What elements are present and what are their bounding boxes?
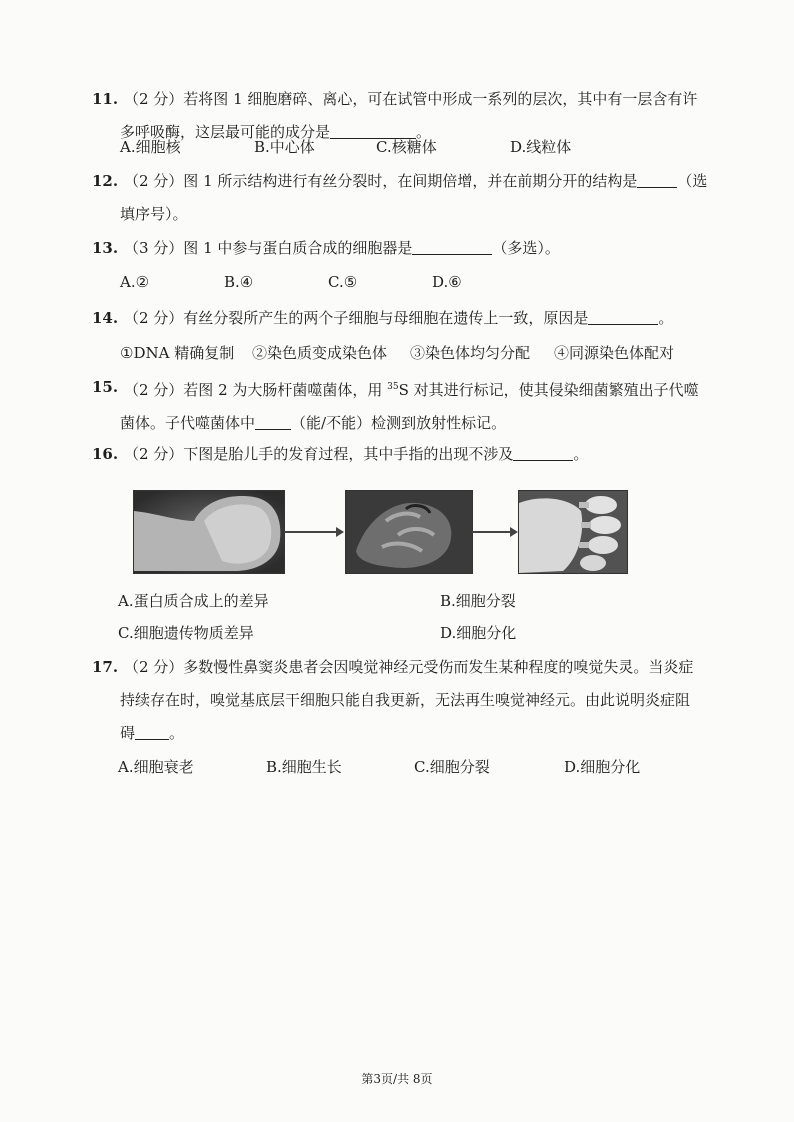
option-a[interactable]: A.细胞衰老 [118,758,194,776]
option-c[interactable]: C.细胞遗传物质差异 [118,624,254,642]
question-number: 15. [92,378,119,396]
question-number: 11. [92,90,119,108]
answer-blank[interactable] [588,308,658,325]
hand-stage-3-image [518,490,628,574]
option-a[interactable]: A.② [120,273,150,291]
question-12 [92,165,708,231]
question-text: （2 分）多数慢性鼻窦炎患者会因嗅觉神经元受伤而发生某种程度的嗅觉失灵。当炎症 [124,658,694,676]
question-text-cont: 菌体。子代噬菌体中 （能/不能）检测到放射性标记。 [120,414,507,432]
question-number: 16. [92,445,119,463]
option-b[interactable]: B.细胞生长 [266,758,342,776]
question-text: （2 分）有丝分裂所产生的两个子细胞与母细胞在遗传上一致，原因是 。 [124,309,674,327]
arrow-right-icon [472,531,516,533]
option-b[interactable]: B.细胞分裂 [440,592,516,610]
option-c[interactable]: C.细胞分裂 [414,758,490,776]
page-number: 第3页/共 8页 [361,1072,433,1086]
question-number: 12. [92,172,119,190]
option-d[interactable]: D.⑥ [432,273,462,291]
question-text-cont: 填序号）。 [120,205,188,223]
option-a[interactable]: A.蛋白质合成上的差异 [118,592,269,610]
option-3[interactable]: ③染色体均匀分配 [410,344,531,362]
question-text-cont: 碍 。 [120,724,185,742]
hand-stage-2-image [345,490,473,574]
question-text-cont: 多呼吸酶，这层最可能的成分是 。 [120,123,432,141]
option-4[interactable]: ④同源染色体配对 [554,344,675,362]
option-b[interactable]: B.④ [224,273,254,291]
option-a[interactable]: A.细胞核 [120,138,181,156]
question-number: 14. [92,309,119,327]
question-14 [92,302,702,335]
question-number: 17. [92,658,119,676]
question-17 [92,651,702,750]
question-number: 13. [92,239,119,257]
option-c[interactable]: C.核糖体 [376,138,437,156]
answer-blank[interactable] [412,238,492,255]
question-text: （2 分）图 1 所示结构进行有丝分裂时，在间期倍增，并在前期分开的结构是 （选 [124,172,708,190]
option-2[interactable]: ②染色质变成染色体 [252,344,388,362]
question-text: （2 分）下图是胎儿手的发育过程，其中手指的出现不涉及 。 [124,445,589,463]
question-16 [92,438,702,471]
arrow-right-icon [284,531,342,533]
question-text-cont: 持续存在时，嗅觉基底层干细胞只能自我更新，无法再生嗅觉神经元。由此说明炎症阻 [120,691,691,709]
hand-stage-1-image [133,490,285,574]
question-text: （3 分）图 1 中参与蛋白质合成的细胞器是 （多选）。 [124,239,560,257]
option-d[interactable]: D.细胞分化 [440,624,517,642]
question-text: （2 分）若图 2 为大肠杆菌噬菌体，用 $^{35}$S 对其进行标记，使其侵染细菌繁殖出子代噬 [124,381,699,399]
question-15 [92,371,702,440]
answer-blank[interactable] [637,171,677,188]
option-b[interactable]: B.中心体 [254,138,315,156]
answer-blank[interactable] [513,444,573,461]
option-c[interactable]: C.⑤ [328,273,358,291]
question-13 [92,232,702,265]
answer-blank[interactable] [255,413,291,430]
option-1[interactable]: ①DNA 精确复制 [120,344,235,362]
option-d[interactable]: D.细胞分化 [564,758,641,776]
question-text: （2 分）若将图 1 细胞磨碎、离心，可在试管中形成一系列的层次，其中有一层含有许 [124,90,698,108]
option-d[interactable]: D.线粒体 [510,138,572,156]
answer-blank[interactable] [135,723,169,740]
